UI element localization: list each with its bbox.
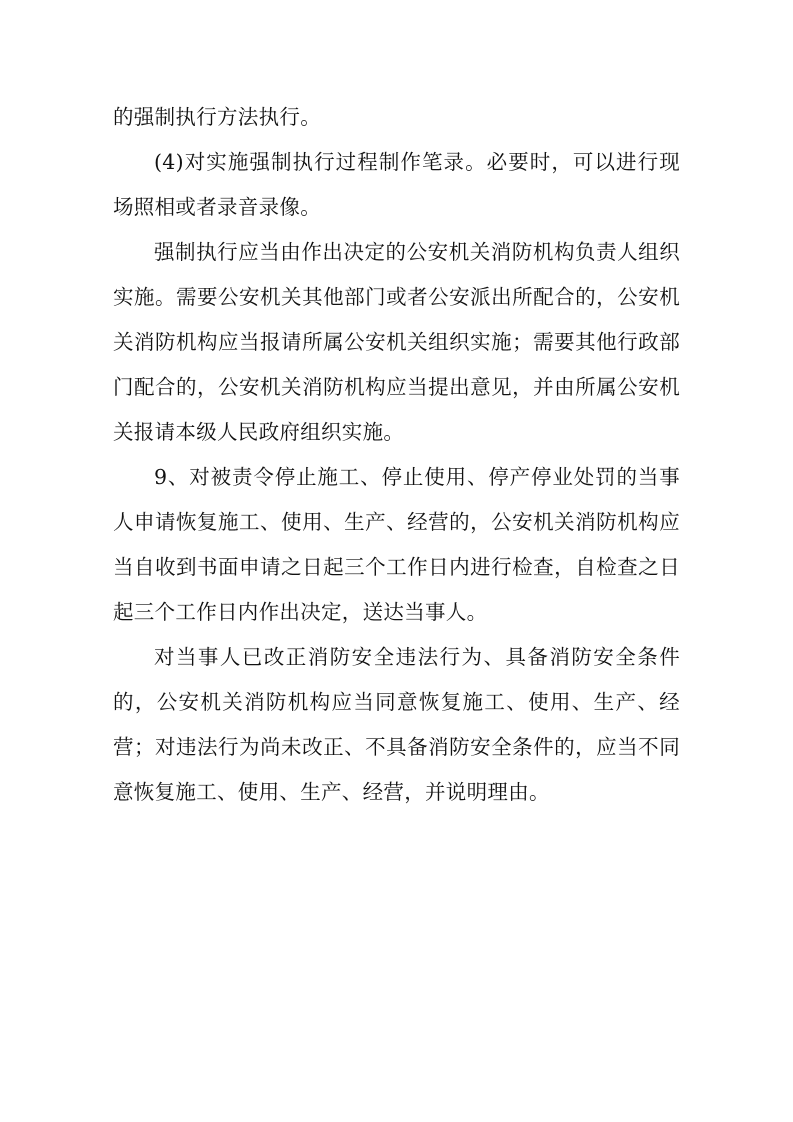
paragraph: 9、对被责令停止施工、停止使用、停产停业处罚的当事人申请恢复施工、使用、生产、经营的，公安机关消防机构应当自收到书面申请之日起三个工作日内进行检查，自检查之日起三个工作日内作出决定，送达当事人。 xyxy=(113,465,680,624)
paragraph: 的强制执行方法执行。 xyxy=(113,105,321,129)
paragraph: 强制执行应当由作出决定的公安机关消防机构负责人组织实施。需要公安机关其他部门或者公安派出所配合的，公安机关消防机构应当报请所属公安机关组织实施；需要其他行政部门配合的，公安机关消防机构应当提出意见，并由所属公安机关报请本级人民政府组织实施。 xyxy=(113,240,680,444)
paragraph: (4)对实施强制执行过程制作笔录。必要时，可以进行现场照相或者录音录像。 xyxy=(113,150,680,219)
document-body xyxy=(113,95,680,815)
paragraph: 对当事人已改正消防安全违法行为、具备消防安全条件的，公安机关消防机构应当同意恢复施工、使用、生产、经营；对违法行为尚未改正、不具备消防安全条件的，应当不同意恢复施工、使用、生产、经营，并说明理由。 xyxy=(113,645,680,804)
